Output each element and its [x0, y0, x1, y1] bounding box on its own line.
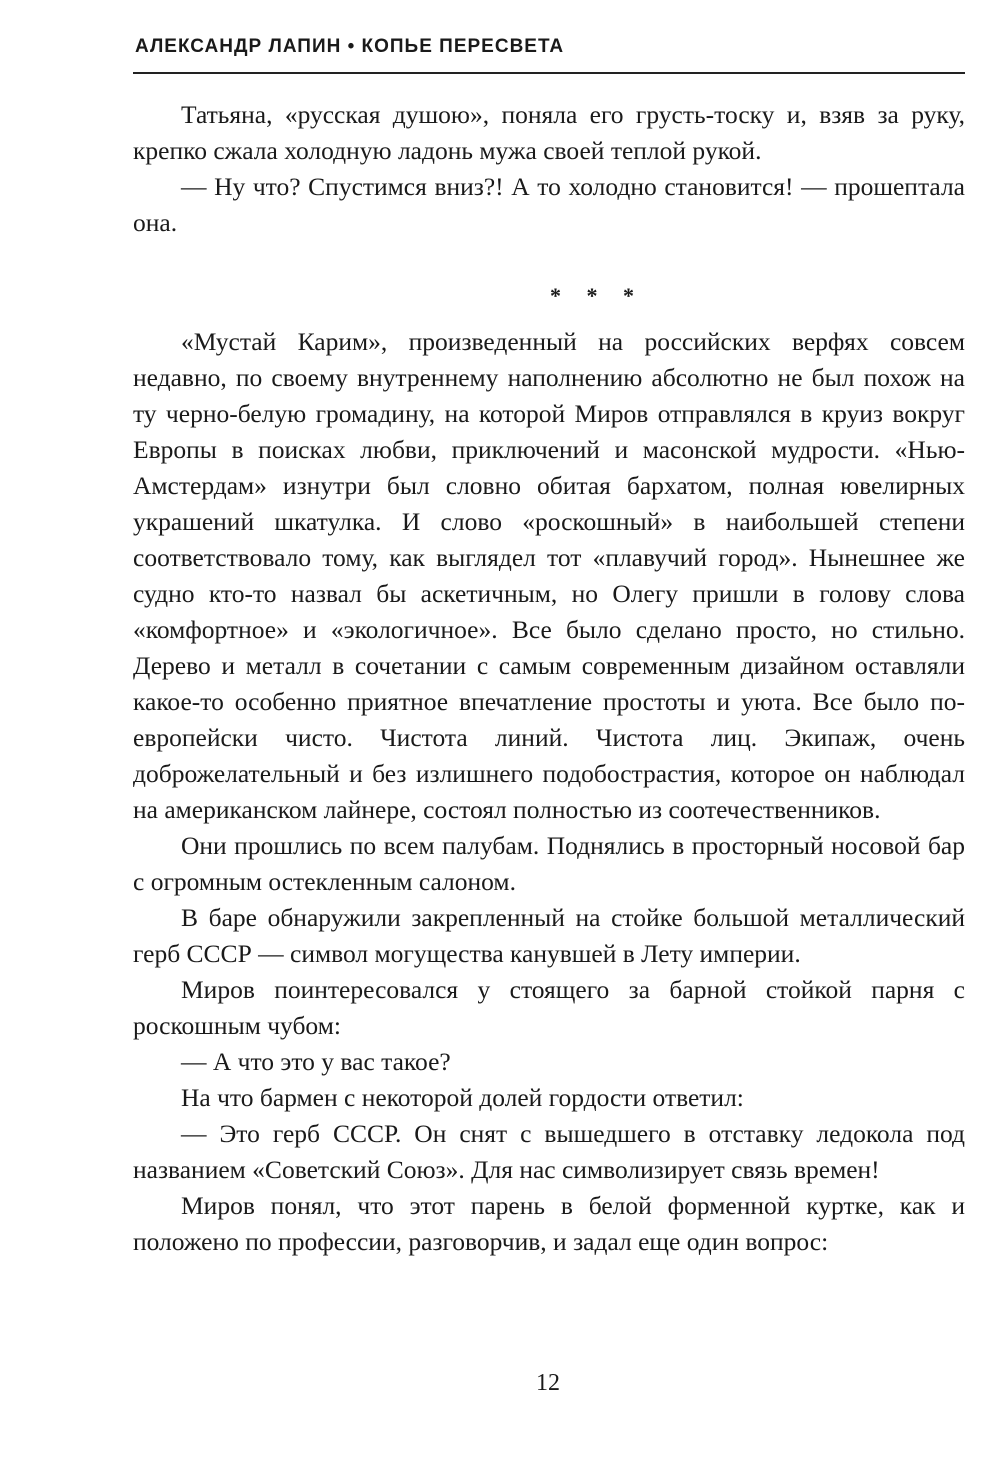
paragraph: «Мустай Карим», произведенный на российских верфях совсем недавно, по своему внутреннему наполнению абсолютно не был похож на ту черно-белую громадину, на которой Миров отправлялся в круиз вокруг Европы в поисках любви, приключений и масонской мудрости. «Нью-Амстердам» изнутри был словно обитая бархатом, полная ювелирных украшений шкатулка. И слово «роскошный» в наибольшей степени соответствовало тому, как выглядел тот «плавучий город». Нынешнее же судно кто-то назвал бы аскетичным, но Олегу пришли в голову слова «комфортное» и «экологичное». Все было сделано просто, но стильно. Дерево и металл в сочетании с самым современным дизайном оставляли какое-то особенно приятное впечатление простоты и уюта. Все было по-европейски чисто. Чистота линий. Чистота лиц. Экипаж, очень доброжелательный и без излишнего подобострастия, которое он наблюдал на американском лайнере, состоял полностью из соотечественников. [133, 327, 965, 824]
paragraph: На что бармен с некоторой долей гордости ответил: [181, 1083, 744, 1112]
paragraph: — Ну что? Спустимся вниз?! А то холодно становится! — прошептала она. [133, 172, 965, 237]
paragraph: Татьяна, «русская душою», поняла его грусть-тоску и, взяв за руку, крепко сжала холодную ладонь мужа своей теплой рукой. [133, 100, 965, 165]
running-head: АЛЕКСАНДР ЛАПИН • КОПЬЕ ПЕРЕСВЕТА [135, 36, 565, 57]
paragraph: В баре обнаружили закрепленный на стойке большой металлический герб СССР — символ могущества канувшей в Лету империи. [133, 903, 965, 968]
header-rule [133, 72, 965, 74]
body-text [133, 97, 965, 1260]
paragraph: Миров понял, что этот парень в белой форменной куртке, как и положено по профессии, разговорчив, и задал еще один вопрос: [133, 1191, 965, 1256]
paragraph: — Это герб СССР. Он снят с вышедшего в отставку ледокола под названием «Советский Союз». Для нас символизирует связь времен! [133, 1119, 965, 1184]
section-separator: * * * [550, 283, 644, 308]
page-number: 12 [536, 1370, 560, 1396]
paragraph: Они прошлись по всем палубам. Поднялись в просторный носовой бар с огромным остекленным салоном. [133, 831, 965, 896]
paragraph: — А что это у вас такое? [181, 1047, 451, 1076]
paragraph: Миров поинтересовался у стоящего за барной стойкой парня с роскошным чубом: [133, 975, 965, 1040]
